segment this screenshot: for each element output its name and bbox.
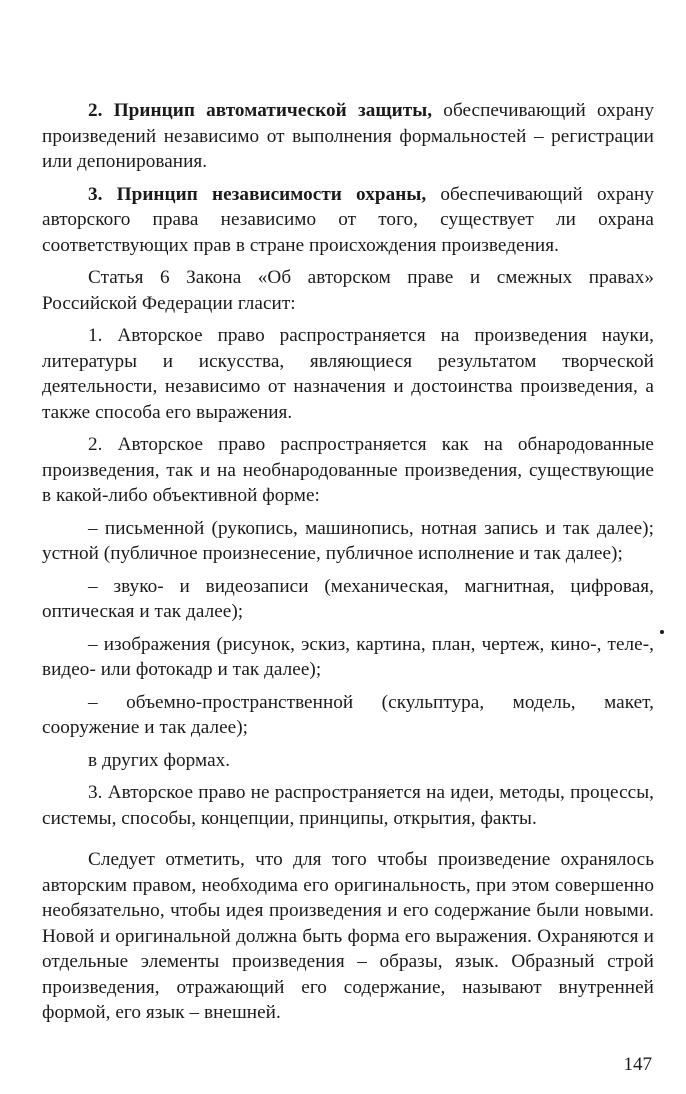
article-6-intro: Статья 6 Закона «Об авторском праве и смежных правах» Российской Федерации гласит: [42, 267, 654, 314]
page-number: 147 [623, 1054, 652, 1075]
article-clause-2: 2. Авторское право распространяется как на обнародованные произведения, так и на необнародованные произведения, существующие в какой-либо объективной форме: [42, 434, 654, 506]
originality-paragraph: Следует отметить, что для того чтобы произведение охранялось авторским правом, необходима его оригинальность, при этом совершенно необязательно, чтобы идея произведения и его содержание были новыми. Новой и оригинальной должна быть форма его выражения. Охраняются и отдельные элементы произведения – образы, язык. Образный строй произведения, отражающий его содержание, называют внутренней формой, его язык – внешней. [42, 849, 654, 1023]
article-clause-3: 3. Авторское право не распространяется на идеи, методы, процессы, системы, способы, концепции, принципы, открытия, факты. [42, 782, 654, 829]
form-volumetric: – объемно-пространственной (скульптура, модель, макет, сооружение и так далее); [42, 691, 654, 738]
principle-automatic-protection-title: 2. Принцип автоматической защиты, [88, 100, 433, 121]
form-other: в других формах. [88, 749, 231, 771]
form-images: – изображения (рисунок, эскиз, картина, план, чертеж, кино-, теле-, видео- или фотокадр и так далее); [42, 633, 654, 680]
principle-independence [42, 182, 654, 259]
margin-dot [660, 630, 664, 634]
principle-automatic-protection [42, 98, 654, 175]
principle-independence-text: обеспечивающий охрану авторского права независимо от того, существует ли охрана соответствующих прав в стране происхождения произведения. [42, 183, 654, 256]
form-recordings: – звуко- и видеозаписи (механическая, магнитная, цифровая, оптическая и так далее); [42, 575, 654, 622]
article-clause-1: 1. Авторское право распространяется на произведения науки, литературы и искусства, являющиеся результатом творческой деятельности, независимо от назначения и достоинства произведения, а также способа его выражения. [42, 325, 654, 423]
principle-automatic-protection-text: обеспечивающий охрану произведений независимо от выполнения формальностей – регистрации или депонирования. [42, 100, 655, 172]
principle-independence-title: 3. Принцип независимости охраны, [88, 183, 427, 205]
page-body [42, 98, 654, 1033]
form-written-oral: – письменной (рукопись, машинопись, нотная запись и так далее); устной (публичное произнесение, публичное исполнение и так далее); [42, 517, 654, 564]
